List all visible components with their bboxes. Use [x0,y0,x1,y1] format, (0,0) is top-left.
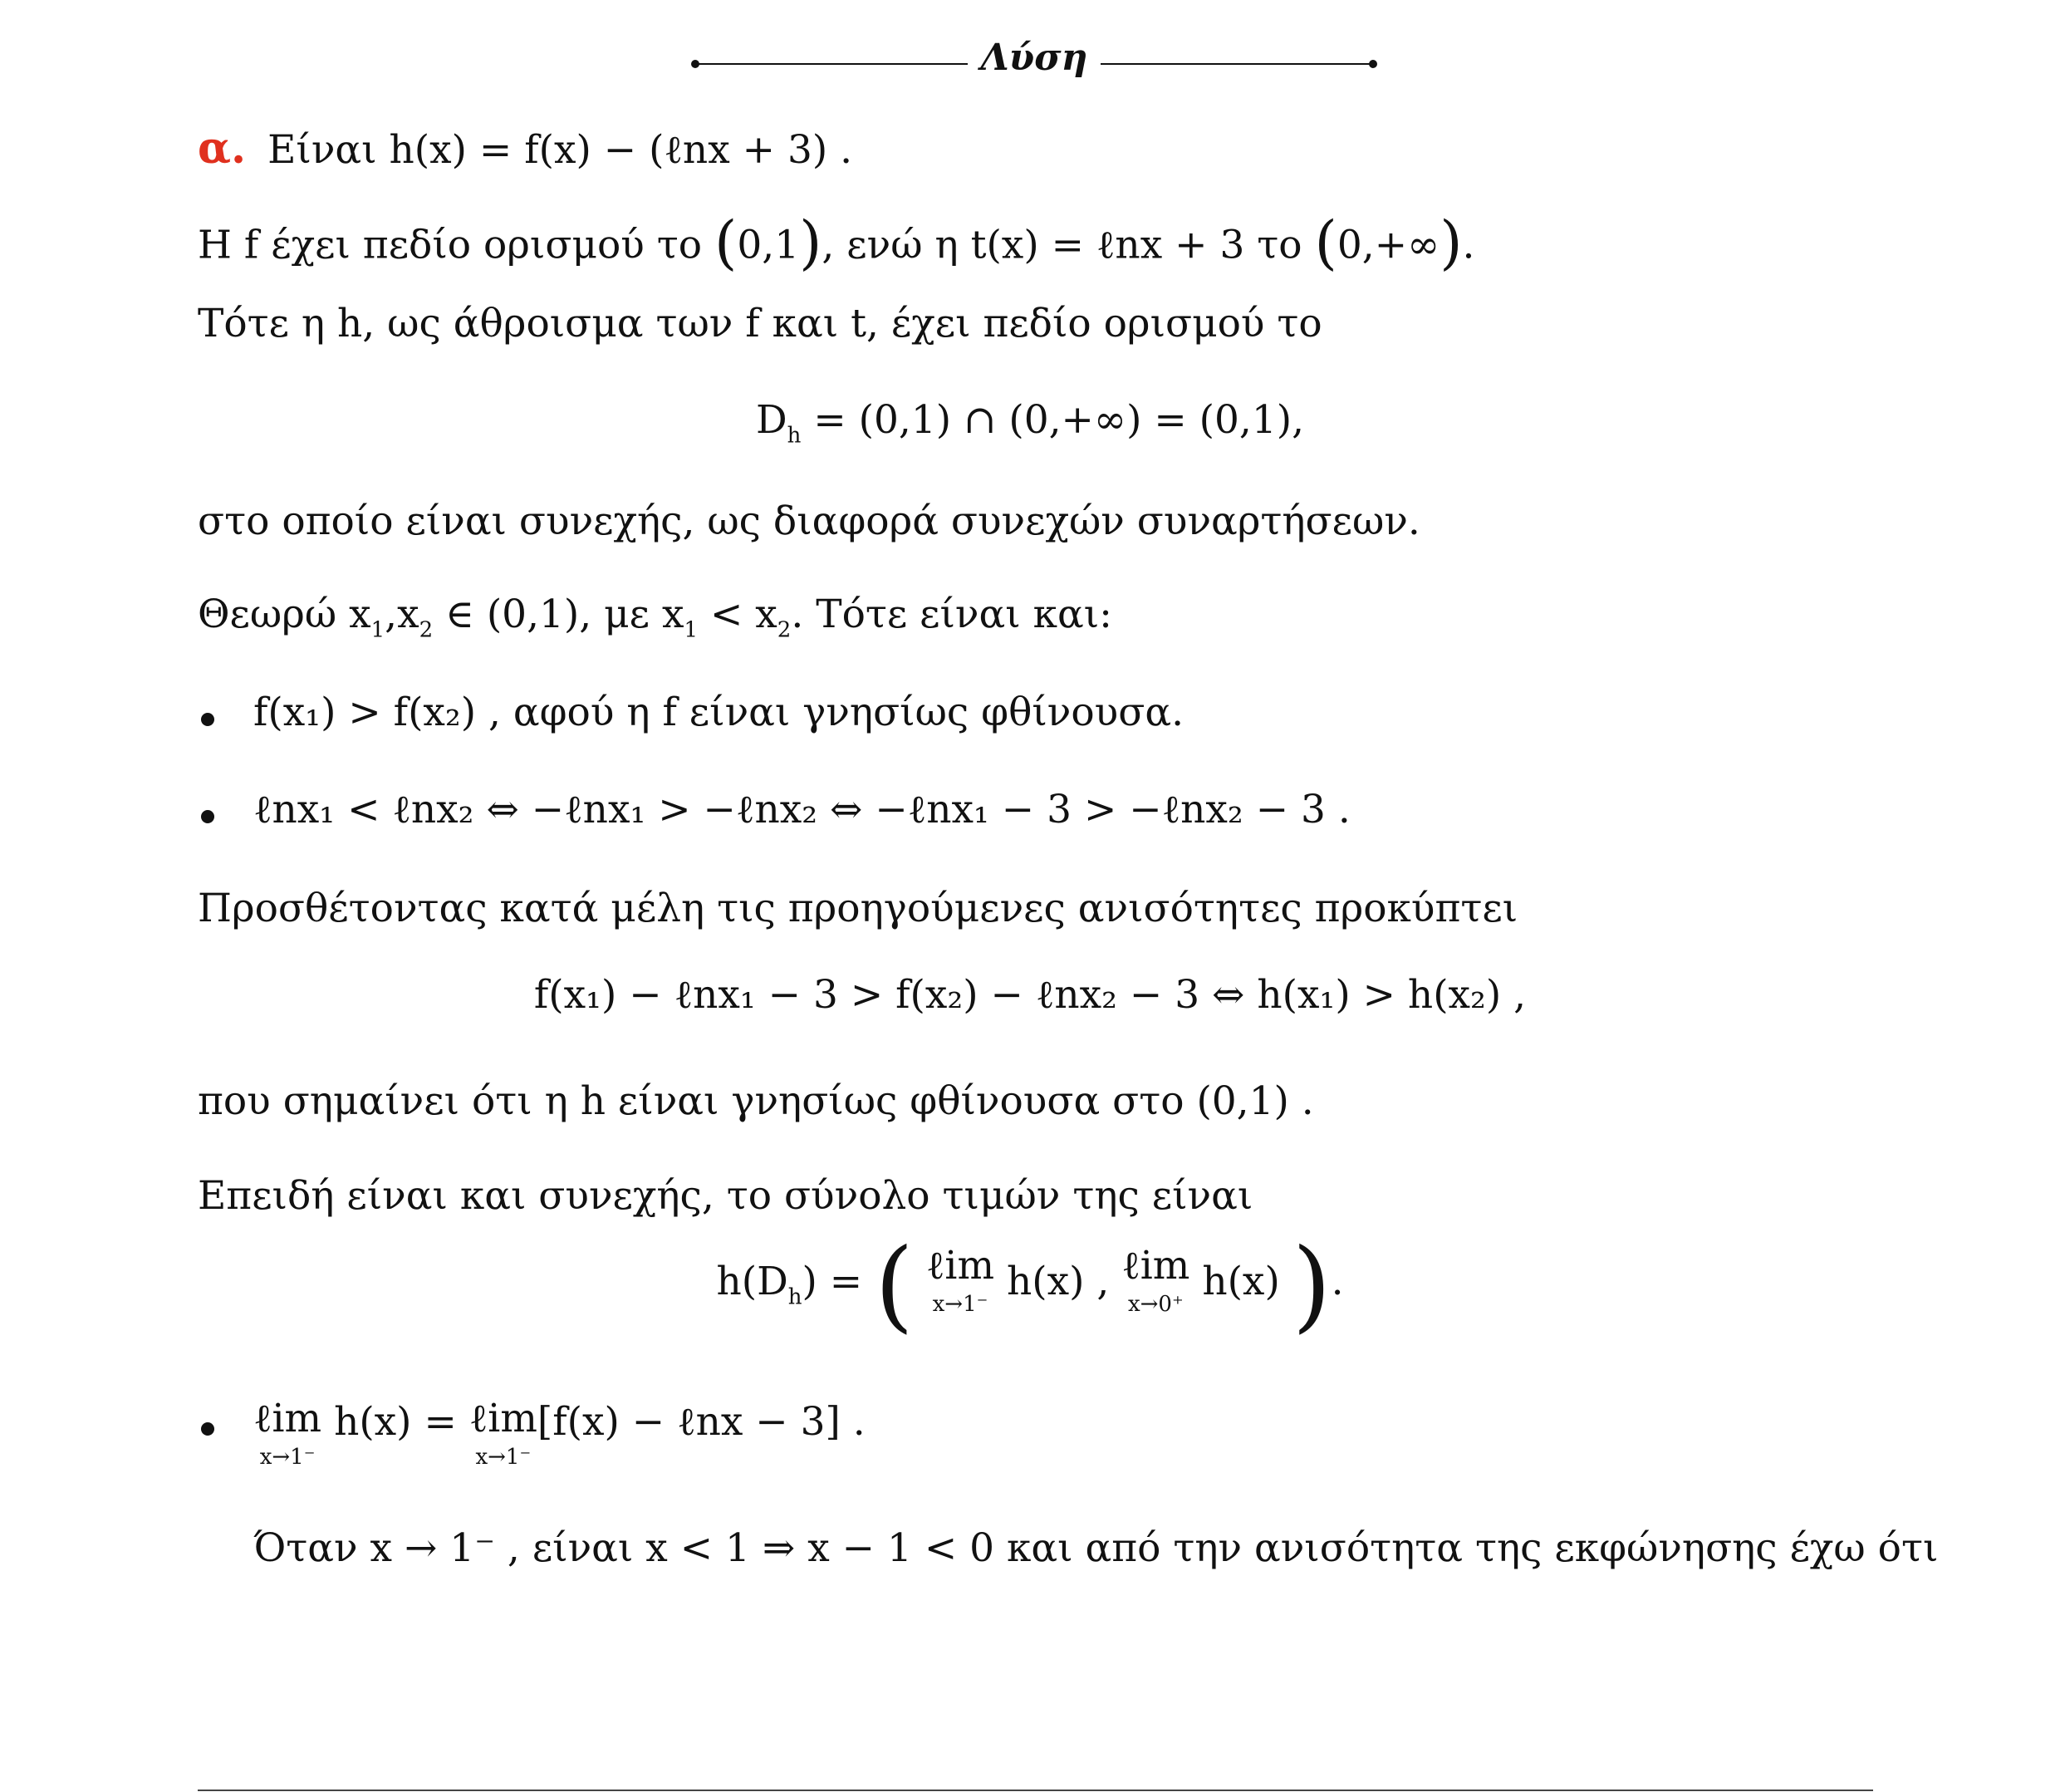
paren-close: ) [799,209,822,277]
line-5 [198,592,1112,644]
limit-2 [1121,1243,1190,1317]
lim-sub-2: x→0⁺ [1127,1292,1184,1317]
lim-sub-1: x→1⁻ [932,1292,988,1317]
item-a-label: α. [198,123,247,174]
sub-1: 1 [370,617,385,643]
line-4: στο οποίο είναι συνεχής, ως διαφορά συνεχών συναρτήσεων. [198,498,1420,544]
lim-word-4: ℓim [468,1396,537,1441]
lim-sub-3: x→1⁻ [259,1445,316,1470]
domain-equation: = (0,1) ∩ (0,+∞) = (0,1), [813,397,1305,443]
line-1 [198,123,852,174]
sub-2: 2 [419,617,434,643]
line-2 [198,208,1475,277]
limit-3 [253,1396,322,1470]
lim-word-1: ℓim [925,1243,995,1289]
line-5-mid3: < x [698,592,777,637]
domain-subscript: h [787,423,802,449]
line-8: Επειδή είναι και συνεχής, το σύνολο τιμών της είναι [198,1173,1253,1219]
line-2-pre: Η f έχει πεδίο ορισμού το [198,222,715,268]
line-9: Όταν x → 1⁻ , είναι x < 1 ⇒ x − 1 < 0 και από την ανισότητα της εκφώνησης έχω ότι [253,1525,1939,1571]
lim-sub-4: x→1⁻ [475,1445,532,1470]
bullet-3-text: ℓim x→1⁻ h(x) = ℓim x→1⁻ [f(x) − ℓnx − 3] . [253,1396,866,1470]
line-5-mid2: ∈ (0,1), με x [433,592,684,637]
bullet-3-end: [f(x) − ℓnx − 3] . [537,1399,866,1445]
line-5-mid1: ,x [385,592,419,637]
line-2-end: . [1462,222,1475,268]
range-paren-close: ) [1292,1228,1332,1343]
interval-0-inf: 0,+∞ [1337,222,1440,268]
hx-1: h(x) [994,1259,1085,1304]
paren-open-2: ( [1314,209,1337,277]
line-1-text: Είναι h(x) = f(x) − (ℓnx + 3) . [267,127,853,173]
limit-4 [468,1396,537,1470]
range-mid: ) = [802,1259,876,1304]
limit-1 [925,1243,995,1317]
lim-word-2: ℓim [1121,1243,1190,1289]
equation-domain [0,397,2060,449]
sub-2b: 2 [777,617,792,643]
section-header [0,28,2060,95]
sub-1b: 1 [684,617,699,643]
section-title: Λύση [980,37,1088,79]
line-6: Προσθέτοντας κατά μέλη τις προηγούμενες ανισότητες προκύπτει [198,886,1518,931]
bullet-dot-2 [201,810,214,823]
line-7: που σημαίνει ότι η h είναι γνησίως φθίνουσα στο (0,1) . [198,1078,1314,1124]
equation-sum: f(x₁) − ℓnx₁ − 3 > f(x₂) − ℓnx₂ − 3 ⇔ h(x₁) > h(x₂) , [533,972,1527,1018]
equation-range: $h(D_h)$ = ( ℓim x→1⁻ h(x) , ℓim x→0⁺ h(x) ). [716,1228,1344,1343]
line-5-end: . Τότε είναι και: [791,592,1112,637]
hx-2: h(x) [1189,1259,1280,1304]
bullet-2-text: ℓnx₁ < ℓnx₂ ⇔ −ℓnx₁ > −ℓnx₂ ⇔ −ℓnx₁ − 3 > −ℓnx₂ − 3 . [253,787,1351,832]
range-pre: h(D [716,1259,788,1304]
hx-3: h(x) [321,1399,412,1445]
range-subscript: h [787,1284,802,1310]
footer-rule [198,1790,1873,1791]
range-paren-open: ( [875,1228,914,1343]
line-5-pre: Θεωρώ x [198,592,371,637]
header-right-rule [1101,63,1375,65]
bullet-dot-1 [201,713,214,726]
paren-close-2: ) [1440,209,1463,277]
line-3: Τότε η h, ως άθροισμα των f και t, έχει πεδίο ορισμού το [198,301,1322,346]
interval-0-1: 0,1 [737,222,800,268]
domain-D: D [755,397,787,443]
line-2-mid: , ενώ η t(x) = ℓnx + 3 το [822,222,1315,268]
bullet-1-text: f(x₁) > f(x₂) , αφού η f είναι γνησίως φθίνουσα. [253,690,1184,735]
bullet-dot-3 [201,1422,214,1436]
lim-word-3: ℓim [253,1396,322,1441]
header-left-rule [694,63,968,65]
header-right-dot [1369,60,1377,68]
range-end: . [1331,1259,1344,1304]
paren-open: ( [714,209,738,277]
